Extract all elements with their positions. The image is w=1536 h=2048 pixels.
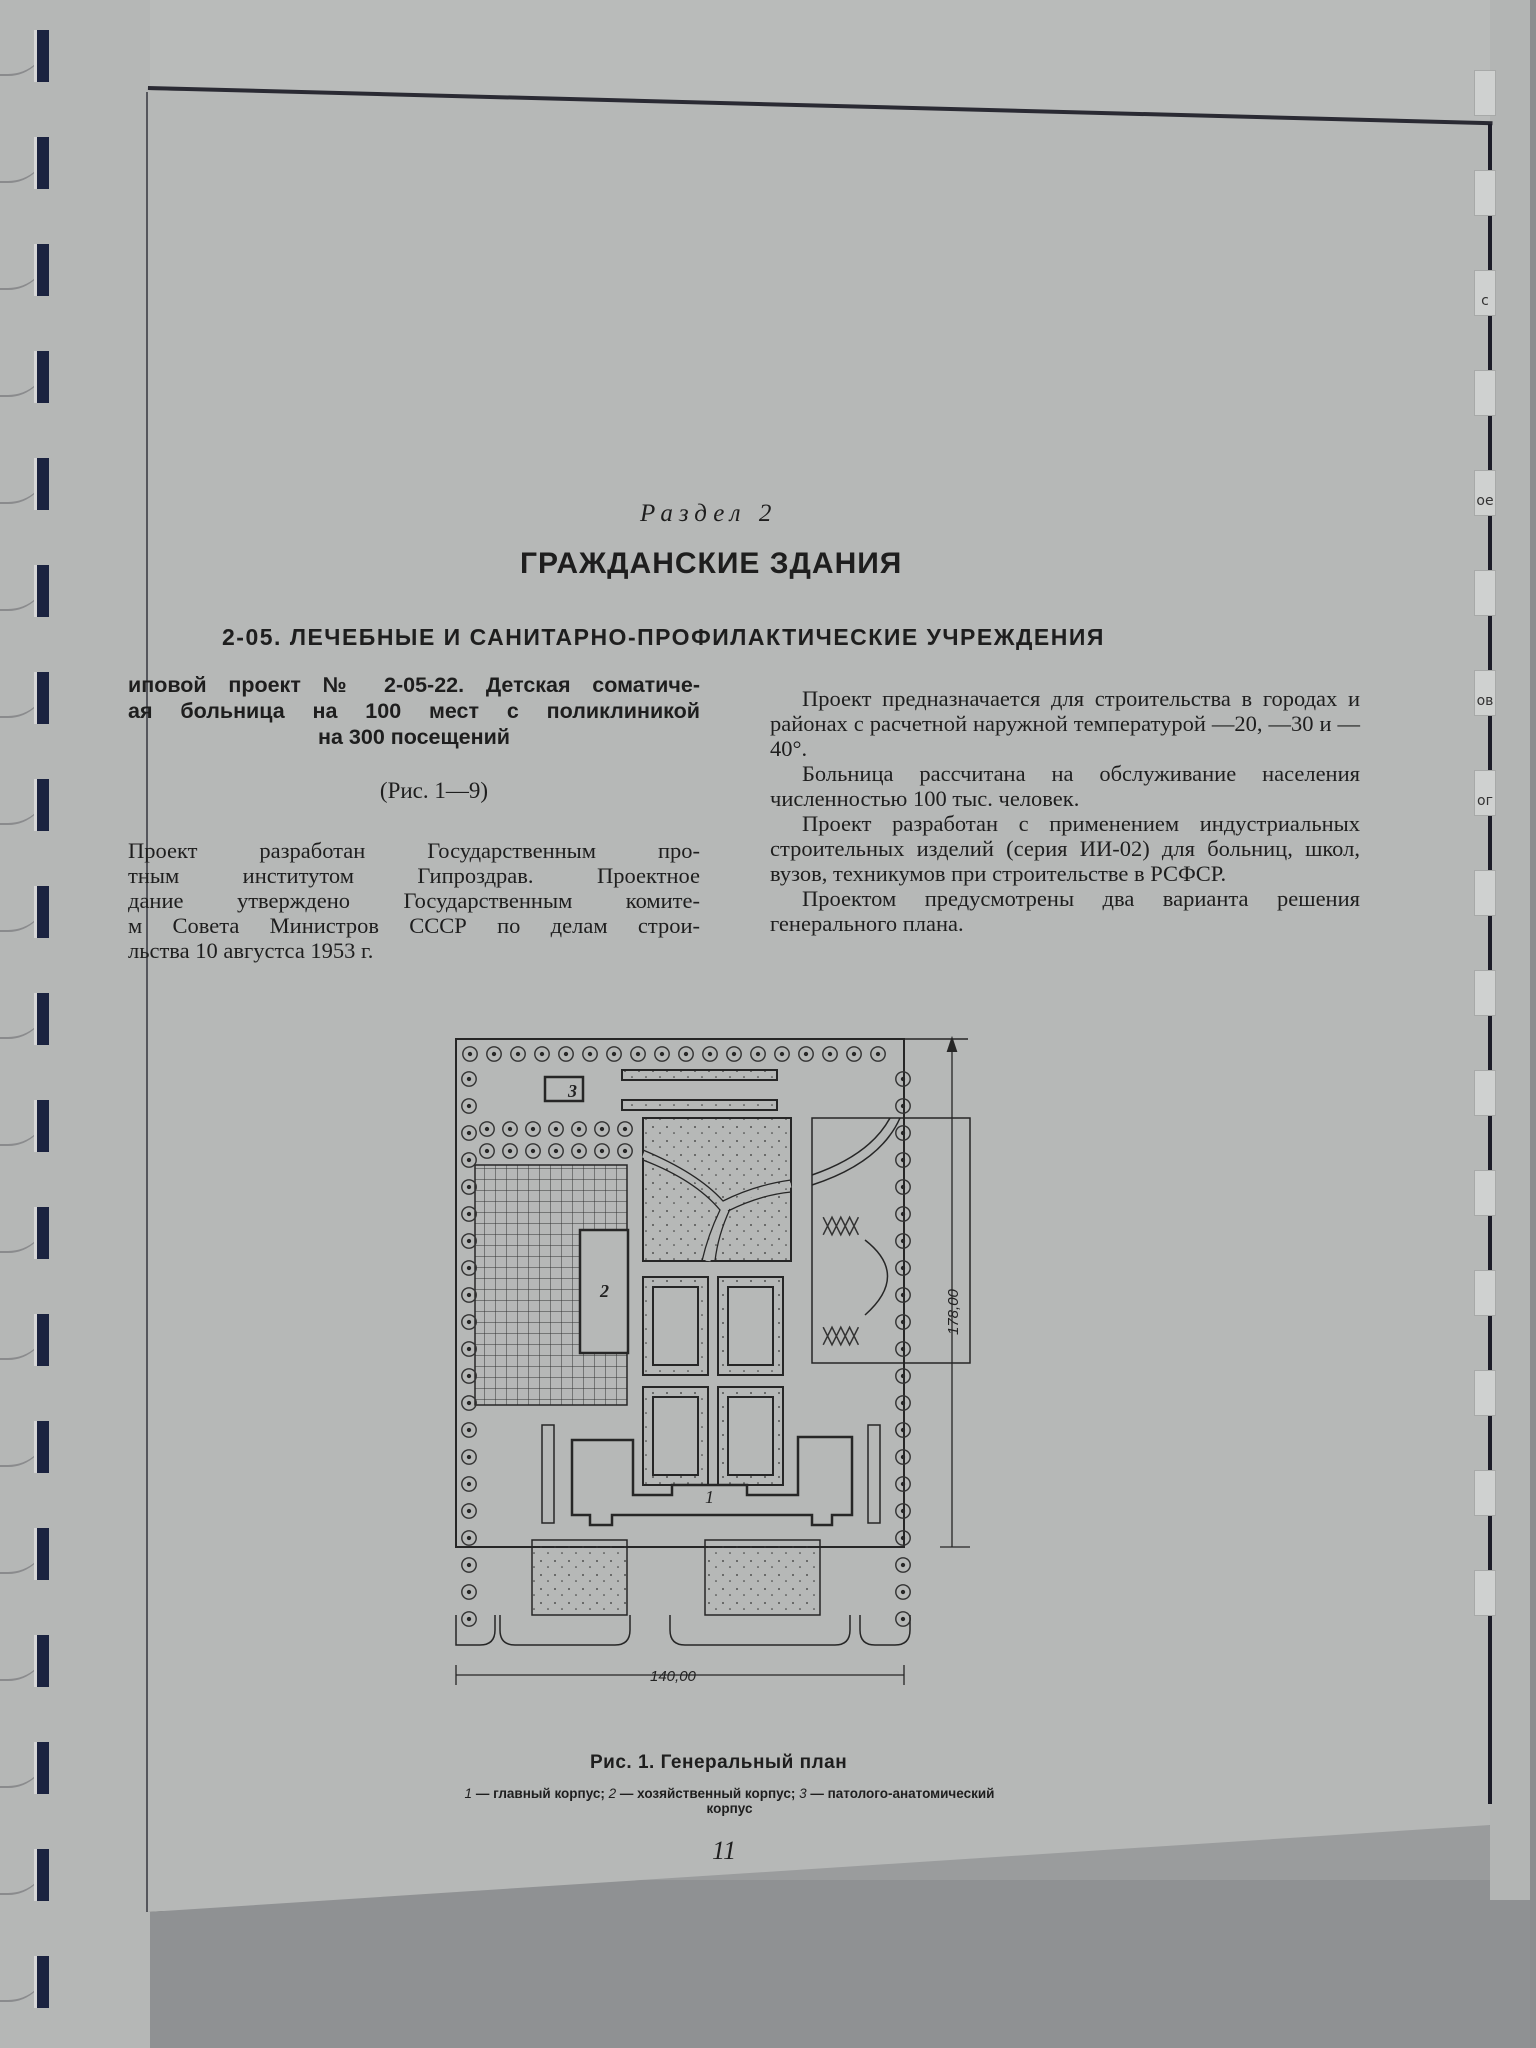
binding-ring bbox=[0, 563, 54, 615]
binding-tab bbox=[1474, 1570, 1496, 1616]
binding-tab bbox=[1474, 1370, 1496, 1416]
building-2-label: 2 bbox=[600, 1281, 609, 1301]
section-kicker: Раздел 2 bbox=[640, 500, 778, 527]
binding-ring bbox=[0, 456, 54, 508]
text-line: льства 10 августса 1953 г. bbox=[128, 938, 374, 963]
legend-num: 3 bbox=[799, 1786, 807, 1801]
figure-caption: Рис. 1. Генеральный план bbox=[590, 1752, 848, 1773]
height-dimension: 178,00 bbox=[945, 1289, 962, 1335]
width-dimension: 140,00 bbox=[650, 1668, 696, 1685]
binding-tab bbox=[1474, 1070, 1496, 1116]
building-1-outline bbox=[572, 1437, 852, 1525]
binding-tab bbox=[1474, 1270, 1496, 1316]
binding-ring bbox=[0, 28, 54, 80]
legend-text: — главный корпус; bbox=[475, 1786, 605, 1801]
project-title bbox=[128, 672, 700, 750]
binding-ring bbox=[0, 1419, 54, 1471]
binding-ring bbox=[0, 777, 54, 829]
binding-tab: ов bbox=[1474, 670, 1496, 716]
figure-legend bbox=[442, 1786, 1017, 1816]
page-fold-line bbox=[146, 92, 148, 1912]
text-line: дание утверждено Государственным комите- bbox=[128, 888, 700, 913]
paragraph: Проект предназначается для строительства в городах и районах с расчетной наружной температурой —20, —30 и —40°. bbox=[770, 686, 1360, 761]
binding-ring bbox=[0, 135, 54, 187]
building-1-label: 1 bbox=[705, 1487, 714, 1507]
paragraph: Проект разработан с применением индустриальных строительных изделий (серия ИИ-02) для больниц, школ, вузов, техникумов при строительстве в РСФСР. bbox=[770, 811, 1360, 886]
binding-tab bbox=[1474, 1170, 1496, 1216]
legend-num: 1 bbox=[464, 1786, 473, 1801]
binding-tab bbox=[1474, 870, 1496, 916]
figure-reference: (Рис. 1—9) bbox=[379, 778, 489, 803]
binding-ring bbox=[0, 1847, 54, 1899]
project-title-line: иповой проект № 2-05-22. Детская соматиче- bbox=[128, 673, 700, 697]
binding-ring bbox=[0, 1098, 54, 1150]
paragraph: Проектом предусмотрены два варианта решения генерального плана. bbox=[770, 886, 1360, 936]
site-plan-figure bbox=[440, 1025, 1040, 1745]
section-title: ГРАЖДАНСКИЕ ЗДАНИЯ bbox=[520, 547, 903, 580]
binding-ring bbox=[0, 884, 54, 936]
binding-tab bbox=[1474, 1470, 1496, 1516]
binding-tab: ое bbox=[1474, 470, 1496, 516]
left-paragraph bbox=[128, 838, 700, 963]
binding-ring bbox=[0, 242, 54, 294]
binding-ring bbox=[0, 1954, 54, 2006]
binding-tab: с bbox=[1474, 270, 1496, 316]
binding-ring bbox=[0, 991, 54, 1043]
legend-text: — патолого-анатомический корпус bbox=[706, 1786, 995, 1816]
legend-num: 2 bbox=[608, 1786, 617, 1801]
binding-ring bbox=[0, 670, 54, 722]
text-line: Проект разработан Государственным про- bbox=[128, 838, 700, 863]
binding-ring bbox=[0, 1205, 54, 1257]
binding-tab bbox=[1474, 970, 1496, 1016]
text-line: тным институтом Гипроздрав. Проектное bbox=[128, 863, 700, 888]
page-number: 11 bbox=[712, 1836, 737, 1865]
legend-text: — хозяйственный корпус; bbox=[619, 1786, 796, 1801]
subsection-title: 2-05. ЛЕЧЕБНЫЕ И САНИТАРНО-ПРОФИЛАКТИЧЕСКИЕ УЧРЕЖДЕНИЯ bbox=[222, 624, 1105, 650]
binding-tab bbox=[1474, 570, 1496, 616]
paragraph: Больница рассчитана на обслуживание населения численностью 100 тыс. человек. bbox=[770, 761, 1360, 811]
binding-tab bbox=[1474, 170, 1496, 216]
binding-tab: ог bbox=[1474, 770, 1496, 816]
binding-ring bbox=[0, 1633, 54, 1685]
binding-ring bbox=[0, 349, 54, 401]
binding-ring bbox=[0, 1740, 54, 1792]
right-column bbox=[770, 686, 1360, 936]
building-3-label: 3 bbox=[568, 1081, 577, 1101]
building-3-outline bbox=[545, 1077, 583, 1101]
text-line: м Совета Министров СССР по делам строи- bbox=[128, 913, 700, 938]
binding-tab bbox=[1474, 370, 1496, 416]
project-title-line: на 300 посещений bbox=[317, 725, 511, 749]
left-column bbox=[128, 672, 700, 963]
binding-tab bbox=[1474, 70, 1496, 116]
page-stack-edge bbox=[1530, 0, 1536, 2048]
binding-ring bbox=[0, 1526, 54, 1578]
binding-ring bbox=[0, 1312, 54, 1364]
project-title-line: ая больница на 100 мест с поликлиникой bbox=[128, 699, 700, 723]
